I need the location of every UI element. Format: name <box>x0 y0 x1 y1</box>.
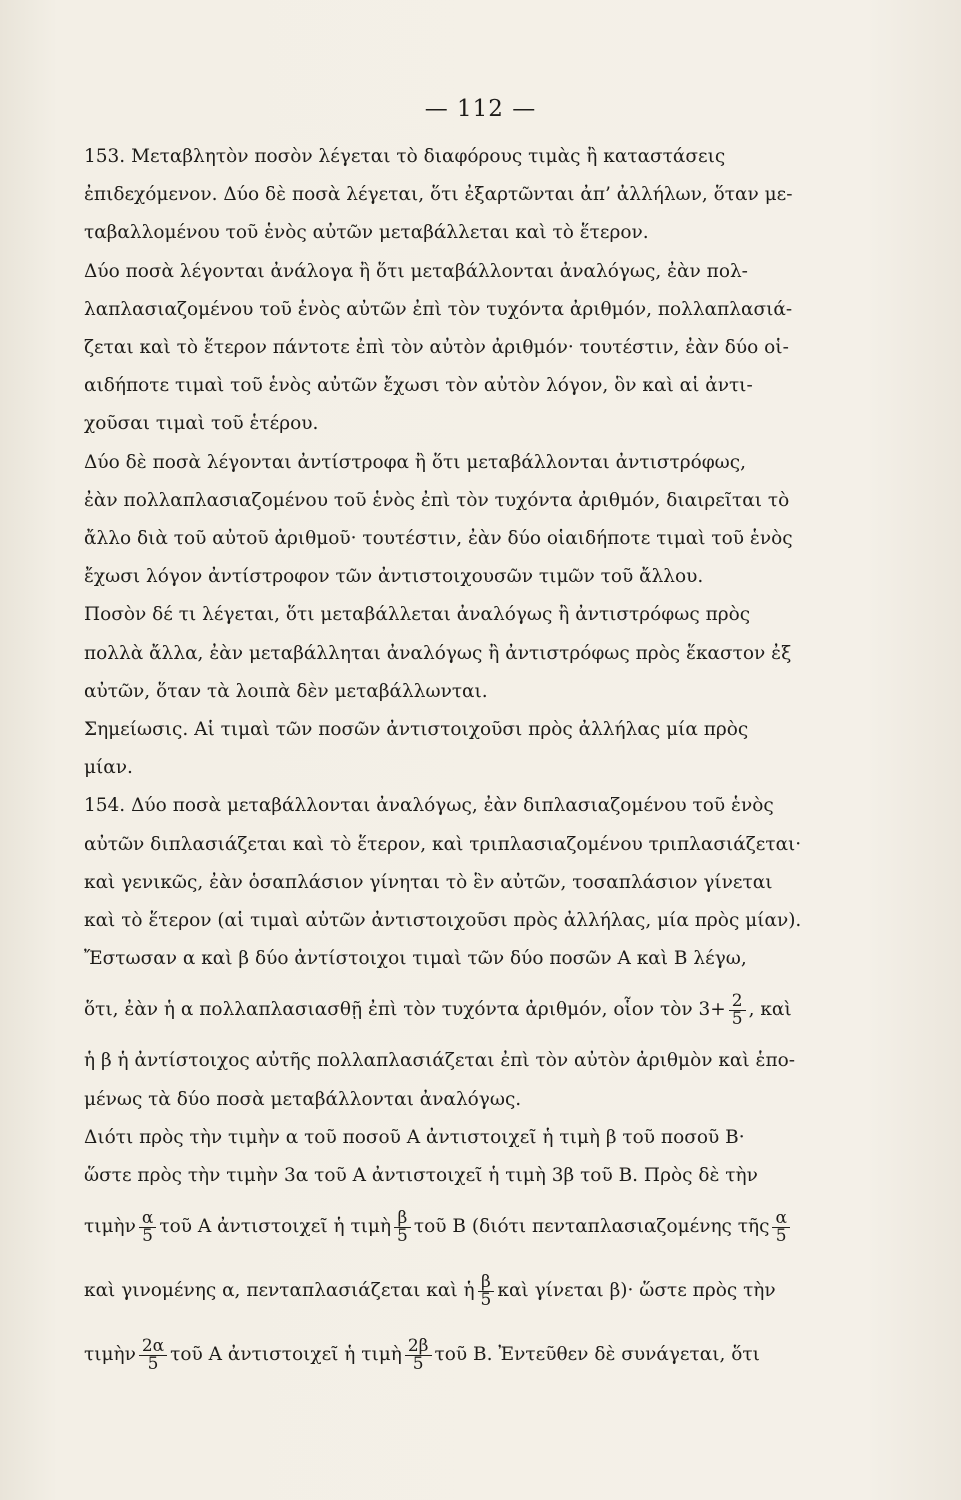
text-segment: τιμὴν <box>84 1344 136 1366</box>
text-line: 154. Δύο ποσὰ μεταβάλλονται ἀναλόγως, ἐὰν διπλασιαζομένου τοῦ ἑνὸς <box>84 795 774 817</box>
fraction-numerator: 2α <box>139 1338 167 1356</box>
fraction <box>772 1207 789 1246</box>
fraction-numerator: α <box>772 1210 789 1228</box>
fraction <box>139 1207 156 1246</box>
text-segment: καὶ γίνεται β)· ὥστε πρὸς τὴν <box>497 1280 776 1302</box>
page-number: — 112 — <box>424 96 537 122</box>
text-segment: ὅτι, ἐὰν ἡ α πολλαπλασιασθῇ ἐπὶ τὸν τυχόντα ἀριθμόν, οἷον τὸν 3+ <box>84 999 726 1021</box>
text-segment: καὶ γινομένης α, πενταπλασιάζεται καὶ ἡ <box>84 1280 475 1302</box>
text-line: καὶ γενικῶς, ἐὰν ὁσαπλάσιον γίνηται τὸ ἓν αὐτῶν, τοσαπλάσιον γίνεται <box>84 871 773 893</box>
text-line: μίαν. <box>84 757 133 779</box>
fraction-denominator: 5 <box>775 1225 787 1246</box>
text-line: ἐὰν πολλαπλασιαζομένου τοῦ ἑνὸς ἐπὶ τὸν τυχόντα ἀριθμόν, διαιρεῖται τὸ <box>84 489 790 511</box>
fraction-numerator: β <box>394 1210 411 1228</box>
text-segment: τοῦ Β. Ἐντεῦθεν δὲ συνάγεται, ὅτι <box>434 1344 760 1366</box>
text-segment: τοῦ Α ἀντιστοιχεῖ ἡ τιμὴ <box>159 1216 392 1238</box>
text-line: ταβαλλομένου τοῦ ἑνὸς αὐτῶν μεταβάλλεται καὶ τὸ ἕτερον. <box>84 222 649 244</box>
text-line: ἡ β ἡ ἀντίστοιχος αὐτῆς πολλαπλασιάζεται ἐπὶ τὸν αὐτὸν ἀριθμὸν καὶ ἑπο- <box>84 1050 796 1072</box>
fraction-denominator: 5 <box>142 1225 153 1246</box>
fraction <box>139 1335 167 1374</box>
fraction <box>478 1271 495 1310</box>
text-line: χοῦσαι τιμαὶ τοῦ ἑτέρου. <box>84 413 319 435</box>
math-line <box>84 978 934 1042</box>
text-line: ζεται καὶ τὸ ἕτερον πάντοτε ἐπὶ τὸν αὐτὸν ἀριθμόν· τουτέστιν, ἐὰν δύο οἱ- <box>84 337 789 359</box>
fraction-numerator: α <box>139 1210 156 1228</box>
text-line: ἄλλο διὰ τοῦ αὐτοῦ ἀριθμοῦ· τουτέστιν, ἐὰν δύο οἱαιδήποτε τιμαὶ τοῦ ἑνὸς <box>84 528 793 550</box>
fraction-denominator: 5 <box>147 1353 159 1374</box>
body-text <box>84 138 934 1387</box>
text-line: λαπλασιαζομένου τοῦ ἑνὸς αὐτῶν ἐπὶ τὸν τυχόντα ἀριθμόν, πολλαπλασιά- <box>84 298 793 320</box>
text-line: καὶ τὸ ἕτερον (αἱ τιμαὶ αὐτῶν ἀντιστοιχοῦσι πρὸς ἀλλήλας, μία πρὸς μίαν). <box>84 910 802 932</box>
text-line: μένως τὰ δύο ποσὰ μεταβάλλονται ἀναλόγως. <box>84 1088 522 1110</box>
fraction-numerator: 2 <box>729 993 746 1011</box>
fraction-numerator: β <box>478 1274 495 1292</box>
text-line: ἐπιδεχόμενον. Δύο δὲ ποσὰ λέγεται, ὅτι ἐξαρτῶνται ἀπ’ ἀλλήλων, ὅταν με- <box>84 184 793 206</box>
text-segment: τιμὴν <box>84 1216 136 1238</box>
math-line <box>84 1323 934 1387</box>
text-line: Δύο δὲ ποσὰ λέγονται ἀντίστροφα ἢ ὅτι μεταβάλλονται ἀντιστρόφως, <box>84 451 746 473</box>
text-line: Ἔστωσαν α καὶ β δύο ἀντίστοιχοι τιμαὶ τῶν δύο ποσῶν Α καὶ Β λέγω, <box>84 948 747 970</box>
text-line: αὐτῶν διπλασιάζεται καὶ τὸ ἕτερον, καὶ τριπλασιαζομένου τριπλασιάζεται· <box>84 833 802 855</box>
fraction <box>405 1335 432 1374</box>
text-line: Δύο ποσὰ λέγονται ἀνάλογα ἢ ὅτι μεταβάλλονται ἀναλόγως, ἐὰν πολ- <box>84 260 748 282</box>
fraction <box>394 1207 411 1246</box>
fraction <box>729 990 746 1029</box>
text-line: Σημείωσις. Αἱ τιμαὶ τῶν ποσῶν ἀντιστοιχοῦσι πρὸς ἀλλήλας μία πρὸς <box>84 719 749 741</box>
text-segment: τοῦ Β (διότι πενταπλασιαζομένης τῆς <box>413 1216 770 1238</box>
text-line: Διότι πρὸς τὴν τιμὴν α τοῦ ποσοῦ Α ἀντιστοιχεῖ ἡ τιμὴ β τοῦ ποσοῦ Β· <box>84 1126 745 1148</box>
fraction-denominator: 5 <box>731 1008 743 1029</box>
math-line <box>84 1195 934 1259</box>
fraction-denominator: 5 <box>480 1289 492 1310</box>
text-segment: , καὶ <box>748 999 792 1021</box>
text-line: ἔχωσι λόγον ἀντίστροφον τῶν ἀντιστοιχουσῶν τιμῶν τοῦ ἄλλου. <box>84 566 704 588</box>
text-line: αιδήποτε τιμαὶ τοῦ ἑνὸς αὐτῶν ἔχωσι τὸν αὐτὸν λόγον, ὃν καὶ αἱ ἀντι- <box>84 375 753 397</box>
fraction-numerator: 2β <box>405 1338 432 1356</box>
text-segment: τοῦ Α ἀντιστοιχεῖ ἡ τιμὴ <box>170 1344 402 1366</box>
text-line: ὥστε πρὸς τὴν τιμὴν 3α τοῦ Α ἀντιστοιχεῖ ἡ τιμὴ 3β τοῦ Β. Πρὸς δὲ τὴν <box>84 1165 758 1187</box>
fraction-denominator: 5 <box>412 1353 424 1374</box>
fraction-denominator: 5 <box>397 1225 408 1246</box>
math-line <box>84 1259 934 1323</box>
text-line: αὐτῶν, ὅταν τὰ λοιπὰ δὲν μεταβάλλωνται. <box>84 680 488 702</box>
text-line: 153. Μεταβλητὸν ποσὸν λέγεται τὸ διαφόρους τιμὰς ἢ καταστάσεις <box>84 146 726 167</box>
text-line: Ποσὸν δέ τι λέγεται, ὅτι μεταβάλλεται ἀναλόγως ἢ ἀντιστρόφως πρὸς <box>84 604 751 626</box>
text-line: πολλὰ ἄλλα, ἐὰν μεταβάλληται ἀναλόγως ἢ ἀντιστρόφως πρὸς ἕκαστον ἐξ <box>84 642 792 664</box>
